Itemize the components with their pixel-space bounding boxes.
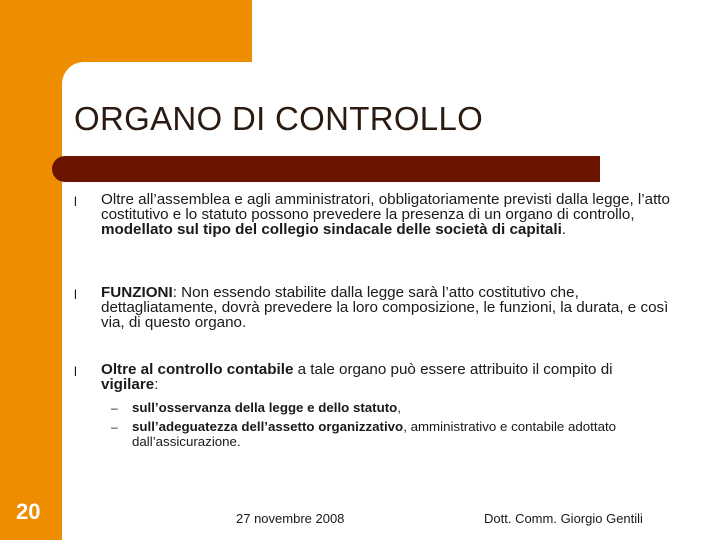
sub-item-2-bold: sull’adeguatezza dell’assetto organizzativo: [132, 419, 404, 434]
sub-item-2-text: , amministrativo e contabile adottato dall’assicurazione.: [132, 419, 617, 449]
footer-date: 27 novembre 2008: [236, 511, 345, 526]
bullet-1-text-a: Oltre all’assemblea e agli amministratori, obbligatoriamente previsti dalla legge, l’atto costitutivo e lo statuto possono prevedere la presenza di un organo di controllo,: [101, 191, 670, 223]
bullet-text-3: [101, 362, 641, 392]
bullet-marker-3: l: [74, 364, 77, 379]
bullet-marker-1: l: [74, 194, 77, 209]
slide-number: 20: [16, 499, 41, 524]
bullet-3-bold-b: vigilare: [101, 376, 155, 393]
sub-item-2: [132, 419, 692, 449]
sub-dash-2: –: [111, 420, 118, 434]
bullet-3-text-a: a tale organo può essere attribuito il compito di: [293, 361, 613, 378]
sub-item-1-text: ,: [397, 400, 401, 415]
bullet-2-text: : Non essendo stabilite dalla legge sarà l’atto costitutivo che, dettagliatamente, dovrà prevedere la loro composizione, le funzioni, la durata, e così via, di questo organo.: [101, 284, 669, 331]
bullet-1-bold: modellato sul tipo del collegio sindacale delle società di capitali: [101, 221, 562, 238]
sub-item-1-bold: sull’osservanza della legge e dello statuto: [132, 400, 398, 415]
sub-dash-1: –: [111, 401, 118, 415]
sub-item-1: [132, 400, 692, 415]
bullet-marker-2: l: [74, 287, 77, 302]
bullet-text-2: [101, 285, 681, 330]
footer-author: Dott. Comm. Giorgio Gentili: [484, 511, 643, 526]
slide-title: ORGANO DI CONTROLLO: [74, 100, 484, 137]
bullet-3-text-b: :: [154, 376, 159, 393]
title-underline-bar: [52, 156, 600, 182]
bullet-2-bold: FUNZIONI: [101, 284, 173, 301]
bullet-3-bold-a: Oltre al controllo contabile: [101, 361, 294, 378]
bullet-text-1: [101, 192, 681, 237]
bullet-1-text-b: .: [561, 221, 567, 238]
